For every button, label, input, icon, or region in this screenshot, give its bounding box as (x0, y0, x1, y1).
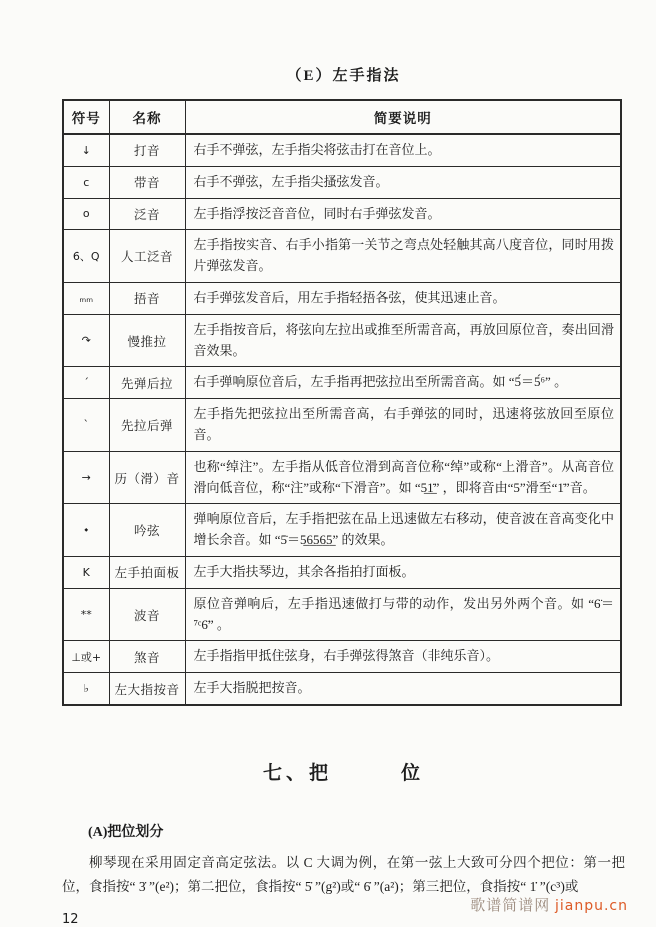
name-cell: 先拉后弹 (109, 399, 185, 452)
symbol-cell: ♭ (63, 673, 109, 705)
table-row (63, 504, 621, 557)
name-cell: 左手拍面板 (109, 556, 185, 588)
symbol-cell: 6̇、Q (63, 230, 109, 283)
table-row (63, 556, 621, 588)
table-row (63, 673, 621, 705)
description-cell: 原位音弹响后，左手指迅速做打与带的动作，发出另外两个音。如 “6̈＝ ⁷ᶜ6̈” 。 (185, 588, 621, 641)
description-cell: 右手弹弦发音后，用左手指轻捂各弦，使其迅速止音。 (185, 282, 621, 314)
description-cell: 也称“绰注”。左手指从低音位滑到高音位称“绰”或称“上滑音”。从高音位滑向低音位，称“注”或称“下滑音”。如 “5̲1̲̇” ，即将音由“5”滑至“1̇”音。 (185, 451, 621, 504)
description-cell: 右手不弹弦，左手指尖将弦击打在音位上。 (185, 134, 621, 166)
symbol-cell: ** (63, 588, 109, 641)
symbol-cell: K (63, 556, 109, 588)
name-cell: 打音 (109, 134, 185, 166)
name-cell: 先弹后拉 (109, 367, 185, 399)
watermark-site-name: 歌谱简谱网 (470, 898, 555, 914)
symbol-cell: ˋ (63, 399, 109, 452)
table-header (63, 100, 621, 134)
header-row (63, 100, 621, 134)
table-row (63, 641, 621, 673)
table-row (63, 367, 621, 399)
table-row (63, 314, 621, 367)
name-cell: 泛音 (109, 198, 185, 230)
subsection-heading: (A)把位划分 (88, 824, 164, 840)
table-row (63, 282, 621, 314)
name-cell: 慢推拉 (109, 314, 185, 367)
symbol-cell: c (63, 166, 109, 198)
name-cell: 带音 (109, 166, 185, 198)
symbol-cell: o (63, 198, 109, 230)
description-cell: 左手指先把弦拉出至所需音高，右手弹弦的同时，迅速将弦放回至原位音。 (185, 399, 621, 452)
table-row (63, 198, 621, 230)
name-cell: 历（滑）音 (109, 451, 185, 504)
description-cell: 右手不弹弦，左手指尖搔弦发音。 (185, 166, 621, 198)
symbol-cell: ˊ (63, 367, 109, 399)
symbol-cell: ₘₘ (63, 282, 109, 314)
name-cell: 捂音 (109, 282, 185, 314)
description-cell: 左手指浮按泛音音位，同时右手弹弦发音。 (185, 198, 621, 230)
description-cell: 右手弹响原位音后，左手指再把弦拉出至所需音高。如 “5́＝5́⁶” 。 (185, 367, 621, 399)
symbol-cell: ⬩ (63, 504, 109, 557)
column-header-description: 简要说明 (185, 100, 621, 134)
table-row (63, 166, 621, 198)
table-row (63, 230, 621, 283)
section-heading: 七、把 位 (262, 762, 424, 784)
column-header-symbol: 符号 (63, 100, 109, 134)
description-cell: 左手指指甲抵住弦身，右手弹弦得煞音（非纯乐音）。 (185, 641, 621, 673)
table-row (63, 134, 621, 166)
description-cell: 左手大指脱把按音。 (185, 673, 621, 705)
name-cell: 人工泛音 (109, 230, 185, 283)
name-cell: 波音 (109, 588, 185, 641)
name-cell: 煞音 (109, 641, 185, 673)
page-number: 12 (62, 912, 79, 927)
table-row (63, 588, 621, 641)
column-header-name: 名称 (109, 100, 185, 134)
description-cell: 弹响原位音后，左手指把弦在品上迅速做左右移动，使音波在音高变化中增长余音。如 “5̇＝5̲6̲5̲6̲5̲” 的效果。 (185, 504, 621, 557)
symbol-cell: ⊥或+ (63, 641, 109, 673)
name-cell: 左大指按音 (109, 673, 185, 705)
description-cell: 左手指按音后，将弦向左拉出或推至所需音高，再放回原位音，奏出回滑音效果。 (185, 314, 621, 367)
left-hand-fingering-table (62, 99, 622, 706)
symbol-cell: → (63, 451, 109, 504)
name-cell: 吟弦 (109, 504, 185, 557)
table-body (63, 134, 621, 705)
table-title: （E）左手指法 (286, 68, 401, 84)
watermark-site-url: jianpu.cn (554, 898, 628, 914)
description-cell: 左手指按实音、右手小指第一关节之弯点处轻触其高八度音位，同时用拨片弹弦发音。 (185, 230, 621, 283)
description-cell: 左手大指扶琴边，其余各指拍打面板。 (185, 556, 621, 588)
watermark (470, 894, 628, 915)
symbol-cell: ↓ (63, 134, 109, 166)
symbol-cell: ↷ (63, 314, 109, 367)
body-paragraph: 柳琴现在采用固定音高定弦法。以 C 大调为例，在第一弦上大致可分四个把位：第一把位，食指按“ 3̇ ”(e²)；第二把位，食指按“ 5̇ ”(g²)或“ 6̇ ”(a²)；第三把位，食指按“ 1̇̇ ”(c³)或 (62, 854, 625, 894)
table-row (63, 399, 621, 452)
table-row (63, 451, 621, 504)
